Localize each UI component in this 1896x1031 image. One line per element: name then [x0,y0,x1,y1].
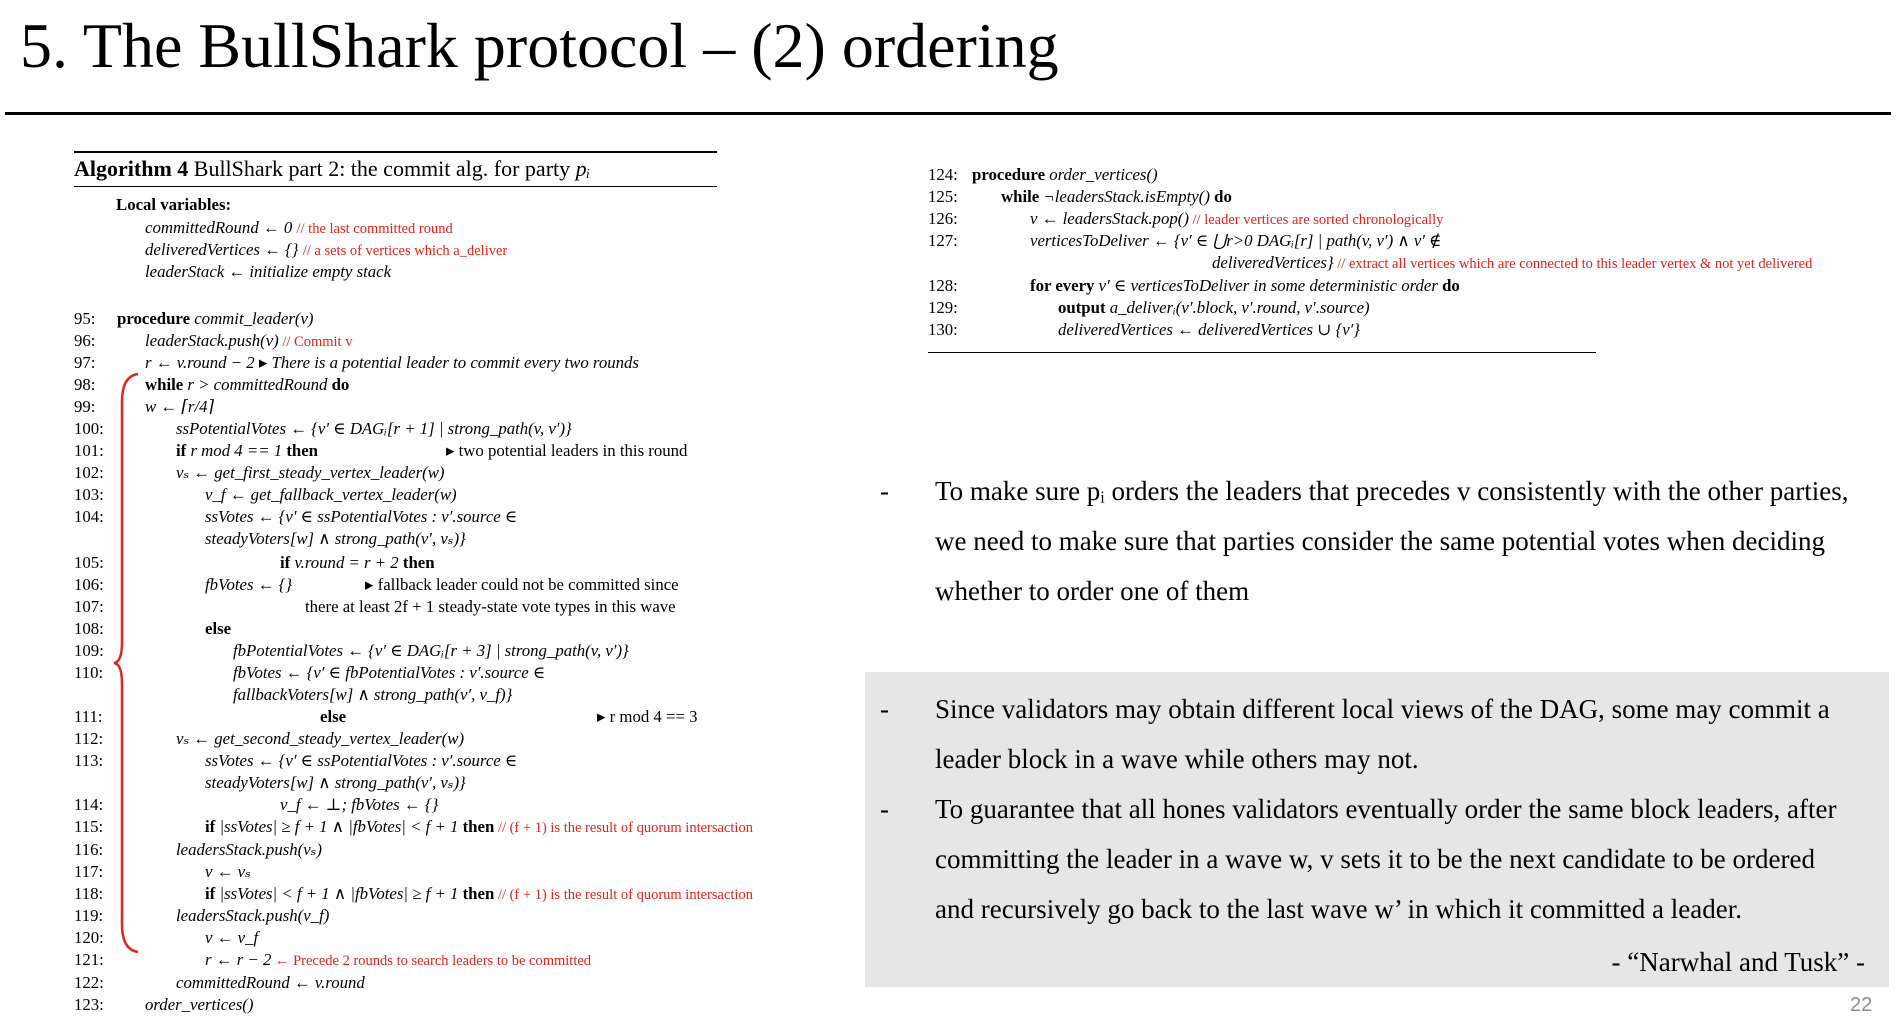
keyword: procedure [972,165,1046,184]
quote-source: - “Narwhal and Tusk” - [1611,947,1865,977]
algorithm-line [972,165,1158,185]
code-text: steadyVoters[w] ∧ strong_path(v′, vₛ)} [205,773,466,792]
keyword: if [205,817,216,836]
line-number: 110: [74,663,104,682]
bullet-item [880,784,1885,934]
algorithm-line [205,507,517,527]
code-text: deliveredVertices ← deliveredVertices ∪ {v′} [1058,320,1361,339]
line-note: ▸ r mod 4 == 3 [597,707,698,726]
code-text: fbVotes ← {} [205,575,293,594]
code-text: v ← v_f [205,928,259,947]
keyword: if [176,441,187,460]
algorithm-line [145,353,639,373]
keyword: if [205,884,216,903]
algorithm-party: pᵢ [575,156,591,181]
algorithm-line [320,707,346,727]
local-variable [145,262,391,282]
local-variable-comment: // a sets of vertices which a_deliver [302,243,508,259]
page-number: 22 [1850,994,1873,1016]
title-divider [5,112,1891,115]
code-text: leadersStack.push(v_f) [176,906,330,925]
bullet-line: Since validators may obtain different local views of the DAG, some may commit a [935,694,1830,724]
algorithm-line [205,485,457,505]
line-number: 116: [74,840,104,859]
algorithm-line [1030,231,1442,251]
while-loop-brace [112,372,142,954]
algorithm-number: Algorithm 4 [74,156,189,181]
line-number: 122: [74,973,104,992]
algorithm-line [117,309,314,329]
algorithm-line [176,419,572,439]
line-number: 99: [74,397,96,416]
keyword: procedure [117,309,191,328]
line-comment: // (f + 1) is the result of quorum intersaction [494,887,753,903]
code-text: v_f ← ⊥; fbVotes ← {} [280,795,439,814]
local-variable-code: deliveredVertices ← {} [145,240,303,259]
code-text: v′ ∈ verticesToDeliver in some deterministic order [1094,276,1443,295]
algorithm-line [1058,298,1370,318]
bullet-line: whether to order one of them [935,576,1250,606]
keyword: else [205,619,232,638]
keyword: if [280,553,291,572]
line-number: 95: [74,309,96,328]
algorithm-line [205,619,231,639]
algorithm-line [1058,320,1360,340]
code-text: fbPotentialVotes ← {v′ ∈ DAGᵢ[r + 3] | strong_path(v, v′)} [233,641,629,660]
algorithm-line [205,817,753,838]
line-number: 128: [928,276,958,295]
algorithm-line [205,575,292,595]
algorithm-line [1030,276,1460,296]
line-note: ▸ fallback leader could not be committed since [365,575,679,594]
keyword: output [1058,298,1106,317]
algorithm-line [145,375,349,395]
line-number: 120: [74,928,104,947]
code-text: ssPotentialVotes ← {v′ ∈ DAGᵢ[r + 1] | strong_path(v, v′)} [176,419,572,438]
code-text: order_vertices() [1045,165,1158,184]
line-comment: // extract all vertices which are connected to this leader vertex & not yet delivered [1333,256,1813,272]
code-text: leaderStack.push(v) [145,331,279,350]
keyword: then [402,553,435,572]
line-number: 103: [74,485,104,504]
line-number: 101: [74,441,104,460]
line-comment: // Commit v [278,334,353,350]
code-text: fbVotes ← {v′ ∈ fbPotentialVotes : v′.source ∈ [233,663,546,682]
line-number: 96: [74,331,96,350]
local-variable [145,240,507,261]
algorithm-line [1001,187,1232,207]
code-text: leadersStack.push(vₛ) [176,840,322,859]
line-note: ▸ two potential leaders in this round [446,441,688,460]
algorithm-line [145,331,352,352]
line-number: 115: [74,817,104,836]
slide-title: 5. The BullShark protocol – (2) ordering [20,10,1059,81]
algorithm-line [176,441,318,461]
right-bottom-rule [928,352,1596,353]
algorithm-title: BullShark part 2: the commit alg. for party [188,156,576,181]
local-variable-code: leaderStack ← initialize empty stack [145,262,392,281]
line-number: 117: [74,862,104,881]
code-text: vₛ ← get_first_steady_vertex_leader(w) [176,463,445,482]
algorithm-line [205,751,517,771]
algorithm-line [233,685,512,705]
line-number: 121: [74,950,104,969]
line-number: 98: [74,375,96,394]
code-text: steadyVoters[w] ∧ strong_path(v′, vₛ)} [205,529,466,548]
line-note: there at least 2f + 1 steady-state vote types in this wave [305,597,676,616]
keyword: then [462,884,495,903]
bullets-top [880,466,1890,616]
code-text: commit_leader(v) [190,309,314,328]
code-text: ¬leadersStack.isEmpty() [1039,187,1215,206]
algorithm-line [205,884,753,905]
code-text: fallbackVoters[w] ∧ strong_path(v′, v_f)} [233,685,513,704]
line-number: 114: [74,795,104,814]
code-text: r mod 4 == 1 [186,441,287,460]
keyword: do [1214,187,1232,206]
line-comment: ← Precede 2 rounds to search leaders to be committed [271,953,592,969]
line-number: 123: [74,995,104,1014]
algorithm-line [205,529,466,549]
line-number: 125: [928,187,958,206]
algorithm-line [280,795,438,815]
local-variable [145,218,453,239]
algorithm-line [176,906,329,926]
line-number: 129: [928,298,958,317]
line-comment: // (f + 1) is the result of quorum intersaction [494,820,753,836]
algorithm-line [233,663,545,683]
local-variable-code: committedRound ← 0 [145,218,297,237]
bullet-line: leader block in a wave while others may not. [935,744,1419,774]
code-text: order_vertices() [145,995,254,1014]
code-text: verticesToDeliver ← {v′ ∈ ⋃r>0 DAGᵢ[r] | path(v, v′) ∧ v′ ∉ [1030,231,1442,250]
bullet-line: and recursively go back to the last wave w’ in which it committed a leader. [935,894,1742,924]
algorithm-line [176,729,464,749]
code-text: |ssVotes| ≥ f + 1 ∧ |fbVotes| < f + 1 [215,817,463,836]
algorithm-line [205,950,591,971]
code-text: committedRound ← v.round [176,973,365,992]
bullet-line: committing the leader in a wave w, v sets it to be the next candidate to be ordered [935,844,1815,874]
line-number: 130: [928,320,958,339]
algorithm-line [233,641,629,661]
bullet-dash: - [880,694,889,724]
line-number: 106: [74,575,104,594]
keyword: do [331,375,350,394]
keyword: do [1442,276,1460,295]
line-comment: // leader vertices are sorted chronologically [1188,212,1444,228]
line-number: 126: [928,209,958,228]
line-number: 119: [74,906,104,925]
bullet-line: we need to make sure that parties consider the same potential votes when deciding [935,526,1825,556]
keyword: then [286,441,319,460]
local-variable-comment: // the last committed round [296,221,453,237]
algorithm-line [1030,209,1443,230]
bullet-line: To make sure pᵢ orders the leaders that precedes v consistently with the other parties, [935,476,1849,506]
algorithm-line [205,862,251,882]
line-number: 100: [74,419,104,438]
algorithm-line [205,773,466,793]
algorithm-top-rule [74,151,717,153]
bullets-box [880,684,1885,934]
algorithm-line [176,840,322,860]
code-text: |ssVotes| < f + 1 ∧ |fbVotes| ≥ f + 1 [215,884,463,903]
code-text: r > committedRound [183,375,332,394]
bullet-line: To guarantee that all hones validators eventually order the same block leaders, after [935,794,1837,824]
line-number: 127: [928,231,958,250]
algorithm-line [1212,253,1812,274]
line-number: 124: [928,165,958,184]
line-number: 107: [74,597,104,616]
keyword: else [320,707,347,726]
algorithm-header [74,154,590,184]
code-text: a_deliverᵢ(v′.block, v′.round, v′.source) [1105,298,1370,317]
code-text: ssVotes ← {v′ ∈ ssPotentialVotes : v′.source ∈ [205,751,518,770]
locals-label: Local variables: [116,195,232,214]
code-text: deliveredVertices} [1212,253,1334,272]
line-number: 105: [74,553,104,572]
keyword: while [145,375,184,394]
bullet-item [880,466,1890,616]
quote-box [865,672,1889,987]
bullet-dash: - [880,794,889,824]
code-text: w ← ⌈r/4⌉ [145,397,215,416]
algorithm-line [205,928,258,948]
bullet-dash: - [880,476,889,506]
keyword: then [462,817,495,836]
bullet-item [880,684,1885,784]
algorithm-line [145,397,214,417]
algorithm-line [145,995,253,1015]
algorithm-line [176,973,365,993]
line-number: 113: [74,751,104,770]
line-number: 102: [74,463,104,482]
line-number: 97: [74,353,96,372]
keyword: for every [1030,276,1095,295]
algorithm-line [280,553,435,573]
code-text: v_f ← get_fallback_vertex_leader(w) [205,485,457,504]
code-text: r ← r − 2 [205,950,272,969]
line-number: 104: [74,507,104,526]
line-number: 118: [74,884,104,903]
line-number: 108: [74,619,104,638]
line-number: 109: [74,641,104,660]
code-text: ssVotes ← {v′ ∈ ssPotentialVotes : v′.source ∈ [205,507,518,526]
code-text: v.round = r + 2 [290,553,403,572]
algorithm-header-rule [74,186,717,187]
line-number: 112: [74,729,104,748]
code-text: v ← leadersStack.pop() [1030,209,1189,228]
code-text: v ← vₛ [205,862,251,881]
code-text: r ← v.round − 2 ▸ There is a potential leader to commit every two rounds [145,353,639,372]
code-text: vₛ ← get_second_steady_vertex_leader(w) [176,729,465,748]
algorithm-line [176,463,444,483]
keyword: while [1001,187,1040,206]
line-number: 111: [74,707,103,726]
